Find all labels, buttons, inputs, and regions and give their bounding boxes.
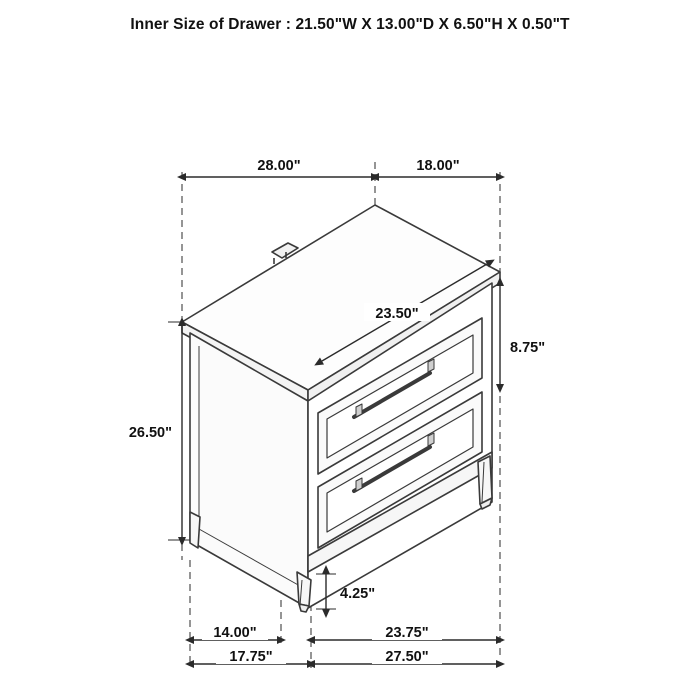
label-diagonal-depth: 23.50" — [375, 306, 419, 322]
label-overall-side-width: 27.50" — [385, 649, 429, 665]
nightstand-illustration — [182, 205, 500, 612]
label-base-front-width: 14.00" — [213, 625, 257, 641]
label-overall-front-width: 17.75" — [229, 649, 273, 665]
label-base-side-width: 23.75" — [385, 625, 429, 641]
label-total-height: 26.50" — [128, 425, 172, 441]
leg-front-right — [478, 456, 492, 504]
page-title: Inner Size of Drawer : 21.50"W X 13.00"D X 6.50"H X 0.50"T — [130, 16, 570, 33]
label-top-right-depth: 18.00" — [416, 158, 460, 174]
label-drawer-height: 8.75" — [510, 340, 546, 356]
label-top-left-width: 28.00" — [257, 158, 301, 174]
label-leg-height: 4.25" — [340, 586, 376, 602]
leg-back-left — [190, 512, 200, 548]
